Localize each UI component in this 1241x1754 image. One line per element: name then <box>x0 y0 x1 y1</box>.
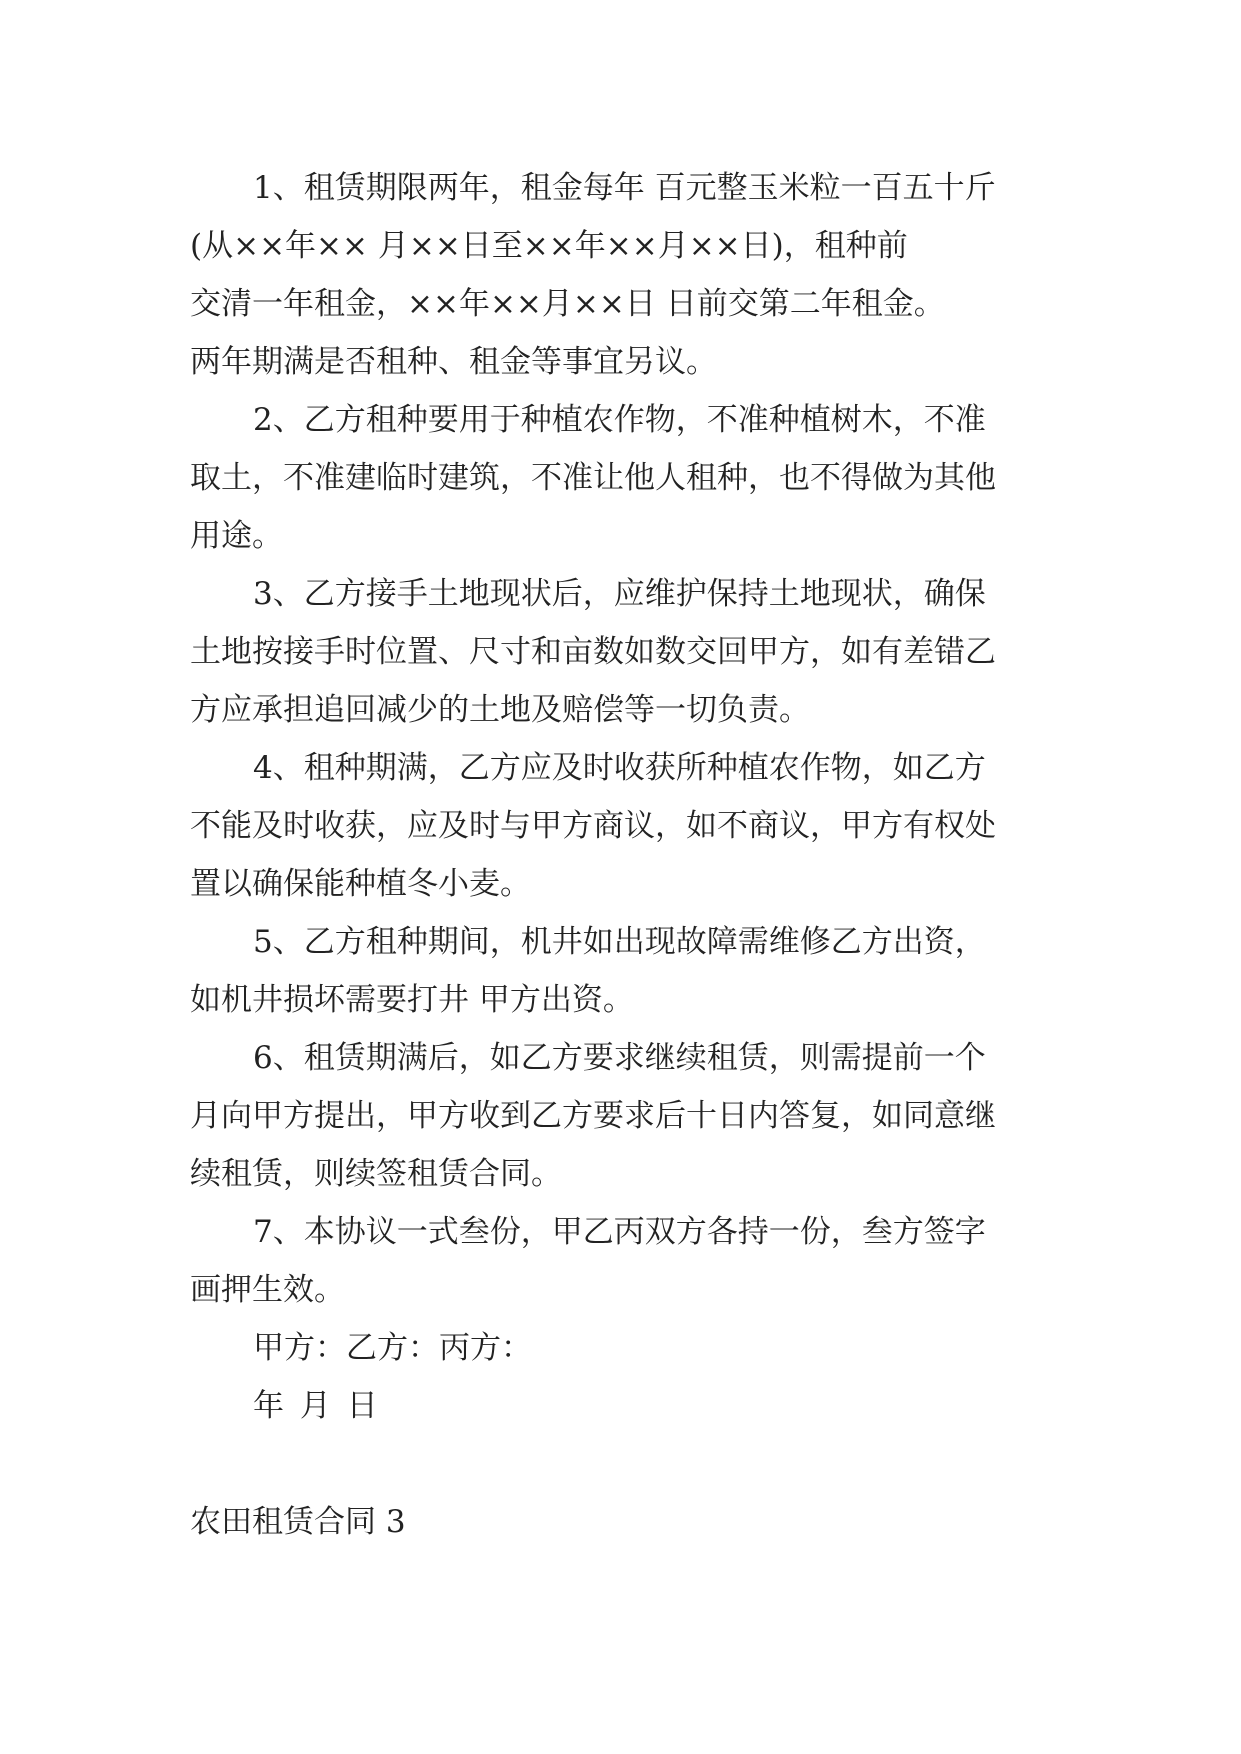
clause-6-line-2: 月向甲方提出，甲方收到乙方要求后十日内答复，如同意继 <box>190 1098 996 1134</box>
clause-5-line-2: 如机井损坏需要打井 甲方出资。 <box>190 982 634 1018</box>
clause-3-line-1: 3、乙方接手土地现状后，应维护保持土地现状，确保 <box>253 576 986 612</box>
clause-7-line-1: 7、本协议一式叁份，甲乙丙双方各持一份，叁方签字 <box>253 1214 986 1250</box>
clause-4-line-1: 4、租种期满，乙方应及时收获所种植农作物，如乙方 <box>253 750 986 786</box>
date-line: 年 月 日 <box>253 1388 378 1424</box>
clause-4-line-3: 置以确保能种植冬小麦。 <box>190 866 531 902</box>
signature-line: 甲方：乙方：丙方： <box>253 1330 532 1366</box>
next-section-title: 农田租赁合同 3 <box>190 1504 406 1540</box>
clause-3-line-3: 方应承担追回减少的土地及赔偿等一切负责。 <box>190 692 810 728</box>
clause-1-line-3: 交清一年租金，××年××月××日 日前交第二年租金。 <box>190 286 945 322</box>
clause-4-line-2: 不能及时收获，应及时与甲方商议，如不商议，甲方有权处 <box>190 808 996 844</box>
clause-2-line-3: 用途。 <box>190 518 283 554</box>
clause-6-line-1: 6、租赁期满后，如乙方要求继续租赁，则需提前一个 <box>253 1040 986 1076</box>
clause-1-line-2: (从××年×× 月××日至××年××月××日)，租种前 <box>190 228 908 264</box>
clause-6-line-3: 续租赁，则续签租赁合同。 <box>190 1156 562 1192</box>
clause-7-line-2: 画押生效。 <box>190 1272 345 1308</box>
clause-3-line-2: 土地按接手时位置、尺寸和亩数如数交回甲方，如有差错乙 <box>190 634 996 670</box>
clause-1-line-4: 两年期满是否租种、租金等事宜另议。 <box>190 344 717 380</box>
clause-1-line-1: 1、租赁期限两年，租金每年 百元整玉米粒一百五十斤 <box>253 170 996 206</box>
clause-5-line-1: 5、乙方租种期间，机井如出现故障需维修乙方出资， <box>253 924 986 960</box>
clause-2-line-2: 取土，不准建临时建筑，不准让他人租种，也不得做为其他 <box>190 460 996 496</box>
clause-2-line-1: 2、乙方租种要用于种植农作物，不准种植树木，不准 <box>253 402 986 438</box>
